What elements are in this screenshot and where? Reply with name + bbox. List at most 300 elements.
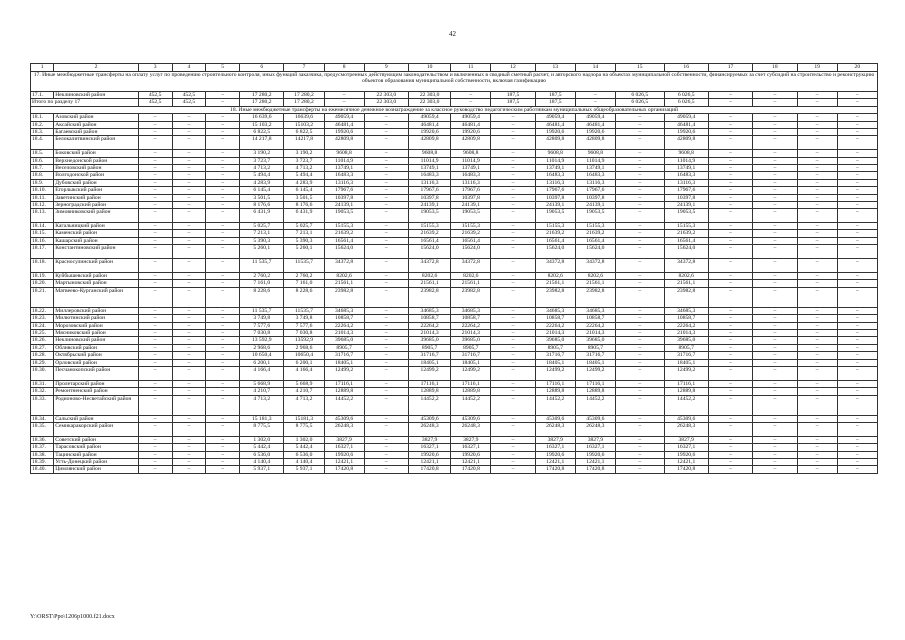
value-cell: – (364, 415, 408, 422)
value-cell: 11014,9 (535, 157, 575, 164)
value-cell: – (491, 322, 535, 329)
value-cell: – (491, 157, 535, 164)
value-cell: – (206, 344, 240, 351)
value-cell: – (615, 157, 664, 164)
value-cell: – (206, 466, 240, 473)
value-cell: 8905,7 (664, 344, 708, 351)
value-cell: – (138, 423, 172, 437)
value-cell: – (753, 436, 797, 443)
value-cell: 19920,6 (575, 128, 615, 135)
value-cell: 21561,1 (409, 280, 451, 287)
value-cell: – (837, 366, 877, 380)
value-cell: 22264,2 (664, 322, 708, 329)
value-cell: 26248,3 (575, 423, 615, 437)
value-cell: 19053,5 (664, 209, 708, 223)
municipality-name: Кашарский район (54, 237, 138, 244)
table-row (31, 395, 878, 415)
value-cell: – (797, 352, 837, 359)
value-cell: 9608,8 (324, 150, 364, 157)
value-cell: – (364, 136, 408, 150)
value-cell: – (491, 337, 535, 344)
column-number-cell: 6 (240, 64, 284, 72)
value-cell: – (797, 451, 837, 458)
column-number-cell: 16 (664, 64, 708, 72)
value-cell: – (172, 466, 206, 473)
value-cell: – (206, 307, 240, 314)
value-cell: – (364, 230, 408, 237)
value-cell: 13749,1 (451, 164, 491, 171)
value-cell: – (615, 444, 664, 451)
value-cell: 17420,8 (451, 466, 491, 473)
municipality-name: Неклиновский район (54, 92, 138, 99)
value-cell: – (138, 315, 172, 322)
value-cell: 6 026,5 (615, 92, 664, 99)
column-number-cell: 17 (708, 64, 752, 72)
municipality-name: Боковский район (54, 150, 138, 157)
value-cell: 24139,1 (324, 201, 364, 208)
value-cell: – (837, 344, 877, 351)
table-row (31, 280, 878, 287)
value-cell: – (753, 223, 797, 230)
value-cell: – (138, 388, 172, 395)
table-row (31, 307, 878, 314)
value-cell: – (172, 444, 206, 451)
row-number: 18.33. (31, 395, 54, 415)
value-cell: – (708, 194, 752, 201)
municipality-name: Зимовниковский район (54, 209, 138, 223)
value-cell: 46481,4 (535, 121, 575, 128)
value-cell: 16561,4 (409, 237, 451, 244)
value-cell: – (206, 259, 240, 273)
table-row (31, 209, 878, 223)
municipality-name: Куйбышевский район (54, 272, 138, 279)
value-cell: 17 280,2 (240, 92, 284, 99)
value-cell: – (837, 415, 877, 422)
value-cell: 39685,0 (324, 337, 364, 344)
value-cell: 14 217,8 (240, 136, 284, 150)
value-cell: – (138, 415, 172, 422)
value-cell: – (837, 388, 877, 395)
value-cell: 8905,7 (324, 344, 364, 351)
value-cell: 12889,8 (535, 388, 575, 395)
value-cell: 12499,2 (324, 366, 364, 380)
value-cell: – (172, 423, 206, 437)
value-cell: 11535,7 (284, 307, 324, 314)
municipality-name: Обливский район (54, 344, 138, 351)
value-cell: – (172, 359, 206, 366)
value-cell: – (797, 164, 837, 171)
value-cell: – (708, 114, 752, 121)
value-cell: 8202,6 (409, 272, 451, 279)
value-cell: – (615, 280, 664, 287)
value-cell: 12421,1 (535, 459, 575, 466)
row-number: 18.38. (31, 451, 54, 458)
value-cell: 31716,7 (324, 352, 364, 359)
value-cell: 42809,8 (575, 136, 615, 150)
value-cell: 13749,1 (324, 164, 364, 171)
value-cell: – (615, 128, 664, 135)
value-cell: – (615, 329, 664, 336)
value-cell: 10397,8 (451, 194, 491, 201)
value-cell: – (491, 352, 535, 359)
value-cell: – (753, 230, 797, 237)
value-cell: – (797, 344, 837, 351)
value-cell: 3827,9 (324, 436, 364, 443)
value-cell: 21014,3 (324, 329, 364, 336)
value-cell: 9608,8 (664, 150, 708, 157)
value-cell: 21561,1 (664, 280, 708, 287)
value-cell: – (615, 201, 664, 208)
municipality-name: Неклиновский район (54, 337, 138, 344)
value-cell: 12421,1 (664, 459, 708, 466)
value-cell: 15624,0 (409, 245, 451, 259)
value-cell: – (615, 359, 664, 366)
column-number-cell: 19 (797, 64, 837, 72)
municipality-name: Сальский район (54, 415, 138, 422)
value-cell: 10858,7 (664, 315, 708, 322)
value-cell: – (753, 466, 797, 473)
value-cell: – (708, 315, 752, 322)
value-cell: – (753, 209, 797, 223)
municipality-name: Заветинский район (54, 194, 138, 201)
value-cell: – (172, 451, 206, 458)
value-cell: 2 968,6 (284, 344, 324, 351)
value-cell: – (206, 128, 240, 135)
column-number-cell: 13 (535, 64, 575, 72)
value-cell: 19920,6 (664, 451, 708, 458)
value-cell: – (753, 380, 797, 387)
value-cell: 46481,4 (324, 121, 364, 128)
value-cell: 12889,8 (575, 388, 615, 395)
value-cell: 8202,6 (324, 272, 364, 279)
value-cell: 5 260,1 (284, 245, 324, 259)
value-cell: 6 145,4 (240, 187, 284, 194)
value-cell: – (753, 128, 797, 135)
value-cell: 15155,3 (451, 223, 491, 230)
table-row (31, 187, 878, 194)
value-cell: 24139,1 (535, 201, 575, 208)
value-cell: 45309,6 (409, 415, 451, 422)
value-cell: – (837, 187, 877, 194)
value-cell: 14452,2 (451, 395, 491, 415)
value-cell: 12499,2 (409, 366, 451, 380)
value-cell: 16561,4 (664, 237, 708, 244)
table-row (31, 128, 878, 135)
value-cell: – (491, 187, 535, 194)
value-cell: 21639,2 (451, 230, 491, 237)
value-cell: – (138, 459, 172, 466)
value-cell: – (837, 322, 877, 329)
value-cell: 3827,9 (575, 436, 615, 443)
value-cell: 15181,3 (284, 415, 324, 422)
row-number: 18.34. (31, 415, 54, 422)
row-number: 18.7. (31, 164, 54, 171)
table-row (31, 459, 878, 466)
value-cell: – (797, 128, 837, 135)
value-cell: – (491, 444, 535, 451)
value-cell: 17116,1 (324, 380, 364, 387)
value-cell: – (206, 280, 240, 287)
value-cell: 12499,2 (575, 366, 615, 380)
table-row (31, 245, 878, 259)
value-cell: – (172, 395, 206, 415)
value-cell: – (615, 245, 664, 259)
value-cell: – (753, 121, 797, 128)
value-cell: – (491, 359, 535, 366)
value-cell: – (138, 223, 172, 230)
value-cell: 8905,7 (535, 344, 575, 351)
row-number: 18.16. (31, 237, 54, 244)
value-cell: – (206, 366, 240, 380)
value-cell: – (364, 259, 408, 273)
value-cell: – (206, 459, 240, 466)
value-cell: – (837, 121, 877, 128)
value-cell: 4 283,9 (284, 179, 324, 186)
value-cell: 45309,6 (664, 415, 708, 422)
value-cell: – (615, 114, 664, 121)
total-value-cell: 452,5 (172, 99, 206, 106)
value-cell: – (797, 157, 837, 164)
value-cell: – (708, 179, 752, 186)
table-row (31, 194, 878, 201)
value-cell: 12889,8 (409, 388, 451, 395)
value-cell: 11535,7 (284, 259, 324, 273)
table-row (31, 157, 878, 164)
value-cell: 10858,7 (535, 315, 575, 322)
value-cell: 4 713,2 (240, 164, 284, 171)
value-cell: 19920,6 (451, 451, 491, 458)
value-cell: – (837, 194, 877, 201)
value-cell: – (138, 259, 172, 273)
value-cell: 187,5 (535, 92, 575, 99)
value-cell: – (138, 451, 172, 458)
value-cell: – (364, 164, 408, 171)
value-cell: – (753, 359, 797, 366)
row-number: 18.29. (31, 359, 54, 366)
value-cell: 12421,1 (324, 459, 364, 466)
value-cell: 22264,2 (451, 322, 491, 329)
value-cell: – (206, 164, 240, 171)
value-cell: – (797, 259, 837, 273)
section-title-row (31, 106, 878, 113)
value-cell: – (837, 287, 877, 307)
value-cell: – (172, 201, 206, 208)
value-cell: – (708, 92, 752, 99)
value-cell: 19053,5 (575, 209, 615, 223)
value-cell: 24139,1 (664, 201, 708, 208)
row-number: 18.24. (31, 322, 54, 329)
value-cell: 14452,2 (324, 395, 364, 415)
value-cell: – (615, 194, 664, 201)
value-cell: 17116,1 (664, 380, 708, 387)
row-number: 18.25. (31, 329, 54, 336)
value-cell: – (451, 92, 491, 99)
value-cell: – (364, 359, 408, 366)
value-cell: – (615, 315, 664, 322)
value-cell: – (172, 230, 206, 237)
value-cell: 13749,1 (575, 164, 615, 171)
column-number-cell: 15 (615, 64, 664, 72)
value-cell: – (172, 436, 206, 443)
table-row (31, 444, 878, 451)
value-cell: 12499,2 (535, 366, 575, 380)
value-cell: – (708, 307, 752, 314)
value-cell: 5 494,4 (240, 172, 284, 179)
value-cell: – (206, 315, 240, 322)
value-cell: – (138, 329, 172, 336)
value-cell: 15624,0 (535, 245, 575, 259)
value-cell: – (206, 150, 240, 157)
value-cell: – (172, 329, 206, 336)
value-cell: – (708, 223, 752, 230)
value-cell: 16327,1 (535, 444, 575, 451)
value-cell: – (797, 150, 837, 157)
column-number-cell: 8 (324, 64, 364, 72)
value-cell: – (797, 444, 837, 451)
value-cell: 16561,4 (324, 237, 364, 244)
value-cell: 15155,3 (409, 223, 451, 230)
municipality-name: Дубовский район (54, 179, 138, 186)
value-cell: – (206, 179, 240, 186)
value-cell: – (138, 352, 172, 359)
value-cell: – (797, 223, 837, 230)
value-cell: – (206, 237, 240, 244)
municipality-name: Багаевский район (54, 128, 138, 135)
value-cell: 46481,4 (575, 121, 615, 128)
value-cell: – (837, 179, 877, 186)
value-cell: 8202,6 (575, 272, 615, 279)
value-cell: – (206, 395, 240, 415)
value-cell: 7 161,0 (240, 280, 284, 287)
value-cell: 6 431,9 (240, 209, 284, 223)
value-cell: – (615, 259, 664, 273)
value-cell: 15624,0 (451, 245, 491, 259)
value-cell: 10397,8 (409, 194, 451, 201)
value-cell: – (615, 136, 664, 150)
value-cell: – (364, 451, 408, 458)
value-cell: – (708, 359, 752, 366)
value-cell: 18405,1 (451, 359, 491, 366)
value-cell: 11014,9 (451, 157, 491, 164)
value-cell: 10650,4 (284, 352, 324, 359)
value-cell: – (206, 329, 240, 336)
row-number: 18.18. (31, 259, 54, 273)
value-cell: 12889,8 (664, 388, 708, 395)
table-row (31, 423, 878, 437)
budget-table (30, 63, 878, 474)
table-row (31, 179, 878, 186)
value-cell: – (797, 287, 837, 307)
value-cell: – (797, 329, 837, 336)
value-cell: 16561,4 (575, 237, 615, 244)
total-value-cell: 187,5 (535, 99, 575, 106)
value-cell: – (206, 322, 240, 329)
row-number: 18.9. (31, 179, 54, 186)
value-cell: – (797, 415, 837, 422)
table-row (31, 230, 878, 237)
value-cell: 3 749,8 (284, 315, 324, 322)
value-cell: 19920,6 (535, 451, 575, 458)
value-cell: – (206, 287, 240, 307)
row-number: 18.3. (31, 128, 54, 135)
row-number: 17.1. (31, 92, 54, 99)
municipality-name: Азовский район (54, 114, 138, 121)
value-cell: 21014,3 (451, 329, 491, 336)
value-cell: – (615, 150, 664, 157)
value-cell: – (753, 352, 797, 359)
value-cell: – (708, 209, 752, 223)
municipality-name: Орловский район (54, 359, 138, 366)
value-cell: 13749,1 (664, 164, 708, 171)
table-row (31, 359, 878, 366)
value-cell: 49059,4 (664, 114, 708, 121)
value-cell: – (138, 359, 172, 366)
value-cell: – (364, 380, 408, 387)
value-cell: 49059,4 (451, 114, 491, 121)
value-cell: 42809,8 (409, 136, 451, 150)
value-cell: 14217,8 (284, 136, 324, 150)
value-cell: – (491, 194, 535, 201)
municipality-name: Кагальницкий район (54, 223, 138, 230)
total-value-cell: 6 026,5 (664, 99, 708, 106)
table-row (31, 121, 878, 128)
value-cell: – (615, 230, 664, 237)
value-cell: 45309,6 (451, 415, 491, 422)
value-cell: 452,5 (138, 92, 172, 99)
value-cell: 18405,1 (409, 359, 451, 366)
value-cell: – (364, 150, 408, 157)
value-cell: – (491, 436, 535, 443)
value-cell: 16561,4 (451, 237, 491, 244)
municipality-name: Верхнедонской район (54, 157, 138, 164)
value-cell: 3 723,7 (240, 157, 284, 164)
value-cell: 31716,7 (451, 352, 491, 359)
municipality-name: Цимлянский район (54, 466, 138, 473)
value-cell: – (491, 136, 535, 150)
value-cell: 23982,8 (575, 287, 615, 307)
value-cell: – (491, 209, 535, 223)
value-cell: 17967,6 (664, 187, 708, 194)
value-cell: – (138, 114, 172, 121)
value-cell: – (615, 287, 664, 307)
value-cell: – (172, 366, 206, 380)
value-cell: 22264,2 (575, 322, 615, 329)
value-cell: 12421,1 (575, 459, 615, 466)
total-value-cell: 187,5 (491, 99, 535, 106)
value-cell: – (172, 344, 206, 351)
total-value-cell: – (324, 99, 364, 106)
row-number: 18.21. (31, 287, 54, 307)
value-cell: – (491, 150, 535, 157)
value-cell: – (837, 444, 877, 451)
value-cell: 4 166,4 (284, 366, 324, 380)
value-cell: 8202,6 (535, 272, 575, 279)
value-cell: – (615, 395, 664, 415)
value-cell: – (364, 128, 408, 135)
value-cell: – (708, 157, 752, 164)
value-cell: 49059,4 (324, 114, 364, 121)
table-body (31, 64, 878, 474)
value-cell: – (708, 380, 752, 387)
value-cell: – (206, 388, 240, 395)
value-cell: 5 025,7 (240, 223, 284, 230)
value-cell: – (708, 451, 752, 458)
value-cell: 12499,2 (451, 366, 491, 380)
value-cell: – (615, 172, 664, 179)
value-cell: 16327,1 (409, 444, 451, 451)
municipality-name: Родионово-Несветайский район (54, 395, 138, 415)
value-cell: 16483,3 (324, 172, 364, 179)
